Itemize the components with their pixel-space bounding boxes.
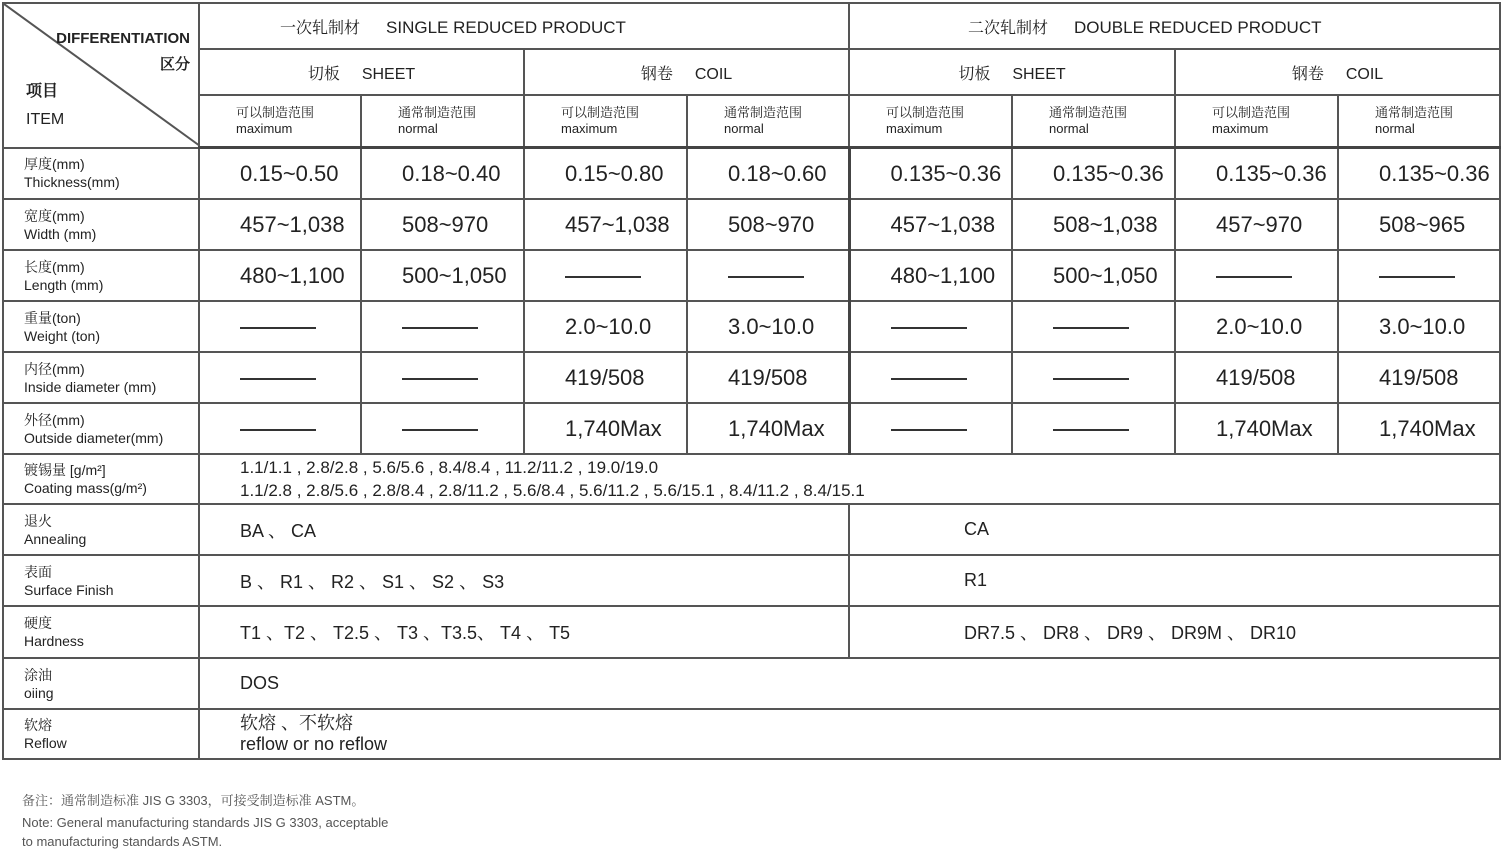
item-cn: 项目 <box>26 83 59 100</box>
spec-value: 457~1,038 <box>199 199 361 250</box>
double-cn: 二次轧制材 <box>968 19 1049 37</box>
spec-value: 0.18~0.60 <box>687 148 849 200</box>
range-normal <box>687 95 849 148</box>
row-label <box>3 199 199 250</box>
empty-dash <box>199 352 361 403</box>
spec-value: 0.15~0.80 <box>524 148 687 200</box>
range-normal <box>1338 95 1500 148</box>
empty-dash <box>361 352 524 403</box>
row-label-en: Outside diameter(mm) <box>24 429 164 446</box>
coating-values <box>199 454 1500 504</box>
spec-row <box>3 352 1500 403</box>
range-normal-cn: 通常制造范围 <box>398 105 477 120</box>
surface-single: B 、 R1 、 R2 、 S1 、 S2 、 S3 <box>199 555 849 606</box>
spec-row <box>3 403 1500 454</box>
row-label-en: Length (mm) <box>24 276 104 293</box>
range-max-en: maximum <box>886 121 943 136</box>
empty-dash <box>199 301 361 352</box>
spec-value: 457~1,038 <box>849 199 1012 250</box>
empty-dash <box>1012 403 1175 454</box>
range-max-en: maximum <box>1212 121 1269 136</box>
spec-value: 500~1,050 <box>361 250 524 301</box>
reflow-en: Reflow <box>24 735 67 751</box>
spec-value: 457~1,038 <box>524 199 687 250</box>
reflow-label <box>3 709 199 759</box>
spec-value: 0.15~0.50 <box>199 148 361 200</box>
range-max-cn: 可以制造范围 <box>236 105 315 120</box>
dash-line <box>728 276 804 278</box>
coil-en: COIL <box>1345 65 1384 83</box>
range-max-cn: 可以制造范围 <box>561 105 640 120</box>
range-max <box>849 95 1012 148</box>
empty-dash <box>849 352 1012 403</box>
spec-value: 508~965 <box>1338 199 1500 250</box>
dash-line <box>891 429 967 431</box>
item-en: ITEM <box>26 111 65 128</box>
row-label-cn: 宽度(mm) <box>24 207 85 224</box>
note-en-line-1: Note: General manufacturing standards JIS G 3303, acceptable <box>22 815 389 830</box>
oiling-en: oiing <box>24 684 54 701</box>
spec-value: 480~1,100 <box>199 250 361 301</box>
oiling-cn: 涂油 <box>24 666 52 683</box>
empty-dash <box>199 403 361 454</box>
row-label-cn: 内径(mm) <box>24 360 85 377</box>
hardness-label <box>3 606 199 658</box>
dash-line <box>891 378 967 380</box>
empty-dash <box>687 250 849 301</box>
spec-row <box>3 148 1500 200</box>
annealing-en: Annealing <box>24 530 87 547</box>
coating-line-2: 1.1/2.8 , 2.8/5.6 , 2.8/8.4 , 2.8/11.2 , 5.6/8.4 , 5.6/11.2 , 5.6/15.1 , 8.4/11.2 , 8.4/15.1 <box>240 481 865 500</box>
empty-dash <box>1012 301 1175 352</box>
dash-line <box>891 327 967 329</box>
range-normal-cn: 通常制造范围 <box>724 105 803 120</box>
range-normal-en: normal <box>1375 121 1415 136</box>
spec-value: 1,740Max <box>1338 403 1500 454</box>
hardness-single: T1 、T2 、 T2.5 、 T3 、T3.5、 T4 、 T5 <box>199 606 849 658</box>
empty-dash <box>849 301 1012 352</box>
empty-dash <box>524 250 687 301</box>
empty-dash <box>361 403 524 454</box>
row-label-en: Width (mm) <box>24 225 97 242</box>
dash-line <box>1053 327 1129 329</box>
hardness-en: Hardness <box>24 633 84 649</box>
empty-dash <box>1338 250 1500 301</box>
annealing-label <box>3 504 199 555</box>
dash-line <box>402 327 478 329</box>
double-en: DOUBLE REDUCED PRODUCT <box>1074 17 1322 37</box>
row-label <box>3 250 199 301</box>
dash-line <box>1216 276 1292 278</box>
annealing-double: CA <box>849 504 1500 555</box>
spec-value: 508~1,038 <box>1012 199 1175 250</box>
sheet-en: SHEET <box>1012 65 1066 83</box>
row-label <box>3 403 199 454</box>
coating-label <box>3 454 199 504</box>
row-label <box>3 148 199 200</box>
reflow-cn: 软熔 <box>24 717 52 733</box>
reflow-value-cn: 软熔 、不软熔 <box>240 713 354 733</box>
sheet-cn: 切板 <box>958 65 991 83</box>
row-label-cn: 外径(mm) <box>24 411 85 428</box>
range-normal-cn: 通常制造范围 <box>1049 105 1128 120</box>
row-label-en: Thickness(mm) <box>24 174 120 191</box>
sheet-en: SHEET <box>361 65 416 83</box>
dash-line <box>1053 378 1129 380</box>
dash-line <box>240 327 316 329</box>
range-normal <box>1012 95 1175 148</box>
annealing-cn: 退火 <box>24 512 52 529</box>
empty-dash <box>361 301 524 352</box>
spec-value: 1,740Max <box>524 403 687 454</box>
oiling-value: DOS <box>199 658 1500 709</box>
single-en: SINGLE REDUCED PRODUCT <box>386 17 626 37</box>
reflow-value-en: reflow or no reflow <box>240 734 388 754</box>
oiling-label <box>3 658 199 709</box>
spec-value: 419/508 <box>1338 352 1500 403</box>
single-cn: 一次轧制材 <box>280 19 361 37</box>
row-label <box>3 301 199 352</box>
annealing-single: BA 、 CA <box>199 504 849 555</box>
spec-value: 508~970 <box>361 199 524 250</box>
range-max-en: maximum <box>561 121 618 136</box>
surface-cn: 表面 <box>24 563 52 580</box>
coating-line-1: 1.1/1.1 , 2.8/2.8 , 5.6/5.6 , 8.4/8.4 , 11.2/11.2 , 19.0/19.0 <box>240 458 659 477</box>
coil-en: COIL <box>694 65 733 83</box>
coil-cn: 钢卷 <box>640 65 673 83</box>
differentiation-en: DIFFERENTIATION <box>56 30 190 47</box>
spec-value: 1,740Max <box>1175 403 1338 454</box>
spec-value: 419/508 <box>524 352 687 403</box>
range-max-cn: 可以制造范围 <box>1212 105 1291 120</box>
range-max <box>524 95 687 148</box>
sheet-cn: 切板 <box>307 65 340 83</box>
spec-value: 2.0~10.0 <box>524 301 687 352</box>
spec-row <box>3 199 1500 250</box>
coating-cn: 镀锡量 [g/m²] <box>24 462 106 478</box>
dimension-rows <box>3 148 1500 455</box>
spec-table <box>2 2 1501 760</box>
range-normal-en: normal <box>724 121 764 136</box>
row-label-cn: 长度(mm) <box>24 258 85 275</box>
double-sheet-header <box>849 49 1175 95</box>
dash-line <box>402 378 478 380</box>
dash-line <box>1379 276 1455 278</box>
spec-row <box>3 301 1500 352</box>
spec-value: 419/508 <box>687 352 849 403</box>
single-coil-header <box>524 49 849 95</box>
empty-dash <box>849 403 1012 454</box>
range-normal-cn: 通常制造范围 <box>1375 105 1454 120</box>
differentiation-cn: 区分 <box>159 56 190 73</box>
dash-line <box>1053 429 1129 431</box>
spec-value: 1,740Max <box>687 403 849 454</box>
dash-line <box>240 378 316 380</box>
spec-value: 0.135~0.36 <box>1175 148 1338 200</box>
hardness-double: DR7.5 、 DR8 、 DR9 、 DR9M 、 DR10 <box>849 606 1500 658</box>
spec-row <box>3 250 1500 301</box>
empty-dash <box>1175 250 1338 301</box>
reflow-value <box>199 709 1500 759</box>
row-label-cn: 厚度(mm) <box>24 156 85 173</box>
range-normal-en: normal <box>1049 121 1089 136</box>
row-label <box>3 352 199 403</box>
surface-label <box>3 555 199 606</box>
range-normal <box>361 95 524 148</box>
coating-en: Coating mass(g/m²) <box>24 480 147 496</box>
spec-value: 0.135~0.36 <box>1338 148 1500 200</box>
double-reduced-header <box>849 3 1500 49</box>
hardness-cn: 硬度 <box>24 615 52 631</box>
range-max-en: maximum <box>236 121 293 136</box>
single-reduced-header <box>199 3 849 49</box>
note-en-line-2: to manufacturing standards ASTM. <box>22 834 223 849</box>
spec-value: 0.18~0.40 <box>361 148 524 200</box>
range-max-cn: 可以制造范围 <box>886 105 965 120</box>
coil-cn: 钢卷 <box>1291 65 1324 83</box>
spec-value: 2.0~10.0 <box>1175 301 1338 352</box>
spec-value: 480~1,100 <box>849 250 1012 301</box>
surface-double: R1 <box>849 555 1500 606</box>
range-max <box>1175 95 1338 148</box>
dash-line <box>240 429 316 431</box>
range-max <box>199 95 361 148</box>
corner-header <box>3 3 199 148</box>
spec-value: 419/508 <box>1175 352 1338 403</box>
spec-value: 3.0~10.0 <box>687 301 849 352</box>
dash-line <box>565 276 641 278</box>
row-label-en: Inside diameter (mm) <box>24 378 157 395</box>
row-label-en: Weight (ton) <box>24 327 100 344</box>
single-sheet-header <box>199 49 524 95</box>
spec-value: 3.0~10.0 <box>1338 301 1500 352</box>
empty-dash <box>1012 352 1175 403</box>
spec-value: 457~970 <box>1175 199 1338 250</box>
spec-value: 500~1,050 <box>1012 250 1175 301</box>
spec-value: 0.135~0.36 <box>1012 148 1175 200</box>
spec-value: 508~970 <box>687 199 849 250</box>
range-normal-en: normal <box>398 121 438 136</box>
note-cn: 备注：通常制造标准 JIS G 3303，可接受制造标准 ASTM。 <box>22 793 365 808</box>
dash-line <box>402 429 478 431</box>
spec-value: 0.135~0.36 <box>849 148 1012 200</box>
double-coil-header <box>1175 49 1500 95</box>
row-label-cn: 重量(ton) <box>24 309 81 326</box>
surface-en: Surface Finish <box>24 581 114 598</box>
